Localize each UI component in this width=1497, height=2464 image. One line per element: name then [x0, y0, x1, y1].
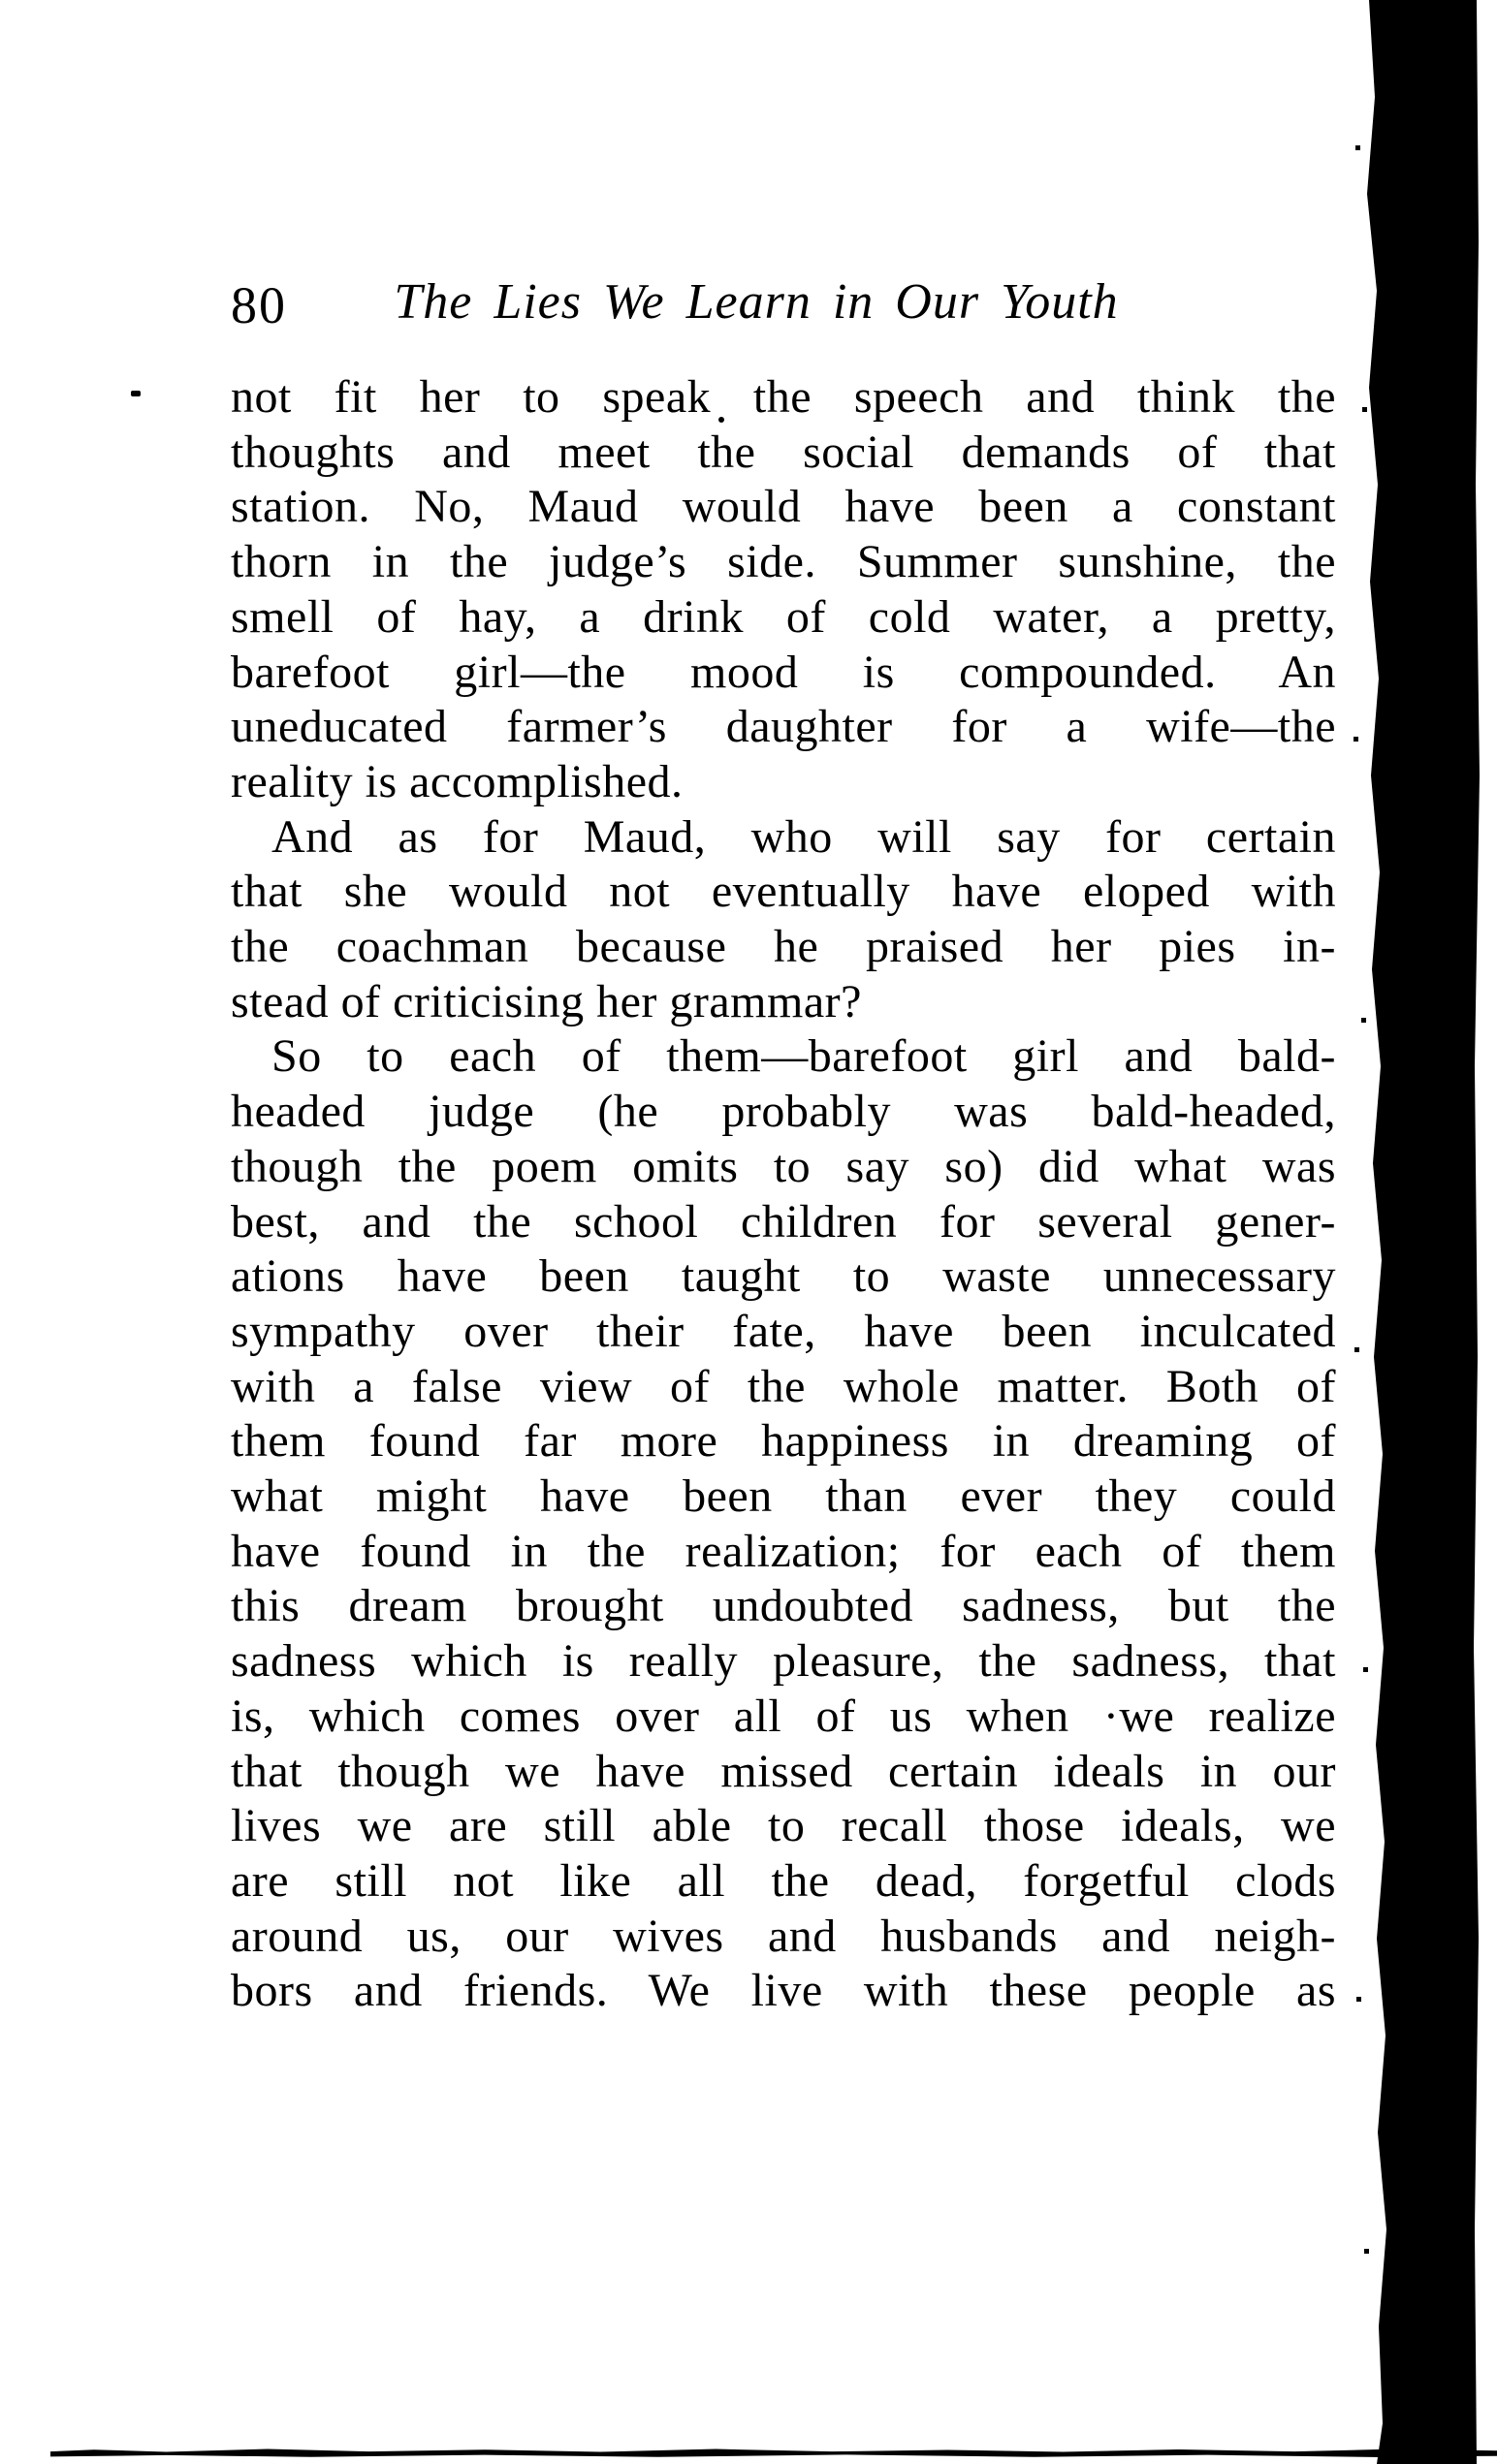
text-line: smell of hay, a drink of cold water, a pretty, [231, 590, 1336, 643]
text-line: reality is accomplished. [231, 755, 684, 807]
text-line: lives we are still able to recall those ideals, we [231, 1800, 1336, 1852]
text-line: that she would not eventually have eloped with [231, 866, 1336, 918]
text-line: sympathy over their fate, have been inculcated [231, 1305, 1336, 1357]
text-line: the coachman because he praised her pies in- [231, 921, 1336, 973]
scan-bottom-edge-line [50, 2445, 1497, 2457]
text-line: what might have been than ever they could [231, 1470, 1336, 1523]
text-line: thoughts and meet the social demands of that [231, 426, 1336, 478]
text-line: And as for Maud, who will say for certain [271, 810, 1336, 863]
text-line: that though we have missed certain ideals in our [231, 1745, 1336, 1797]
text-line: uneducated farmer’s daughter for a wife—the [231, 701, 1336, 753]
text-line: this dream brought undoubted sadness, but the [231, 1580, 1336, 1632]
text-line: sadness which is really pleasure, the sadness, that [231, 1635, 1336, 1688]
text-line: have found in the realization; for each of them [231, 1525, 1336, 1577]
text-line: barefoot girl—the mood is compounded. An [231, 646, 1336, 698]
ink-speck [131, 391, 141, 396]
page-number: 80 [231, 276, 287, 334]
text-line: So to each of them—barefoot girl and bald- [271, 1030, 1336, 1083]
text-line: stead of criticising her grammar? [231, 975, 862, 1027]
text-line: best, and the school children for several gener- [231, 1195, 1336, 1248]
text-line: with a false view of the whole matter. Both of [231, 1360, 1336, 1412]
text-line: around us, our wives and husbands and neigh- [231, 1910, 1336, 1962]
toner-specks [1355, 145, 1360, 150]
text-line: ations have been taught to waste unnecessary [231, 1250, 1336, 1303]
text-line: is, which comes over all of us when ·we realize [231, 1690, 1336, 1742]
text-line: thorn in the judge’s side. Summer sunshine, the [231, 536, 1336, 588]
text-line: bors and friends. We live with these people as [231, 1965, 1336, 2017]
body-text [231, 370, 1336, 2019]
scan-gutter-shadow [1359, 0, 1488, 2464]
text-line: are still not like all the dead, forgetful clods [231, 1854, 1336, 1907]
page-header [231, 273, 1336, 343]
text-line: station. No, Maud would have been a constant [231, 481, 1336, 533]
text-line: headed judge (he probably was bald-headed, [231, 1086, 1336, 1138]
text-line: though the poem omits to say so) did what was [231, 1140, 1336, 1192]
running-title: The Lies We Learn in Our Youth [394, 274, 1119, 330]
text-line: not fit her to speak the speech and think the [231, 371, 1336, 423]
text-line: them found far more happiness in dreaming of [231, 1415, 1336, 1468]
